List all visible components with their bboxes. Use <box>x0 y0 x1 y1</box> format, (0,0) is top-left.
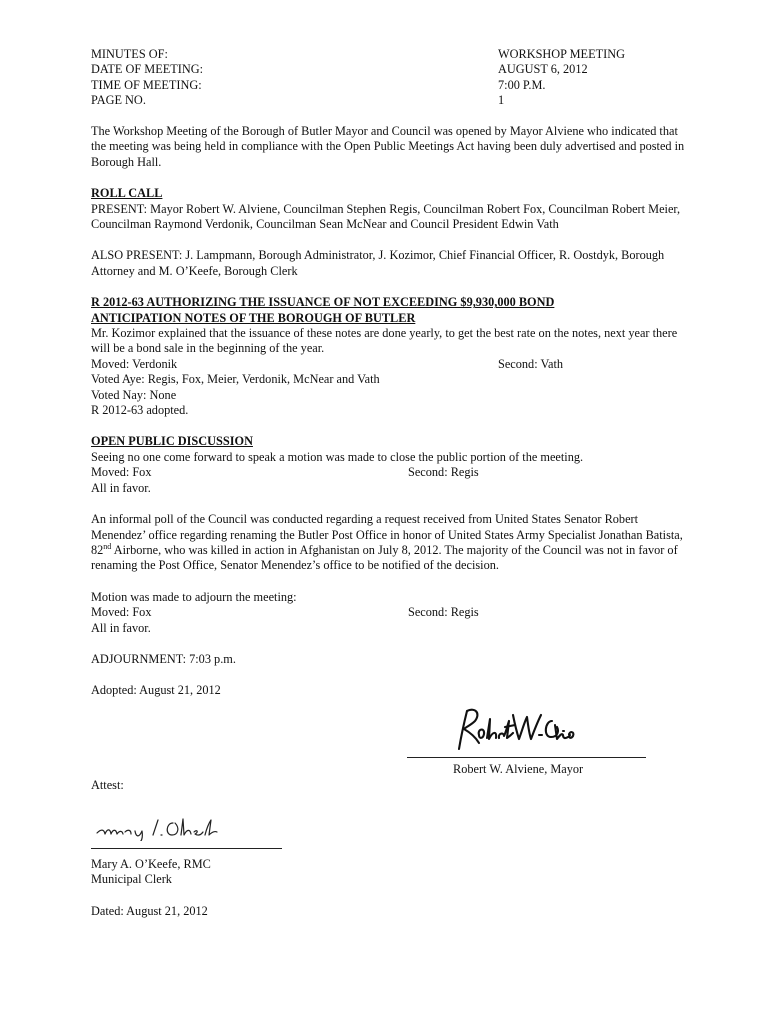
roll-call-section <box>91 186 691 232</box>
adjourn-motion-section <box>91 590 691 636</box>
roll-call-heading: ROLL CALL <box>91 186 163 201</box>
poll-superscript: nd <box>103 541 112 551</box>
adjourn-motion-text: Motion was made to adjourn the meeting: <box>91 589 297 604</box>
present-list: PRESENT: Mayor Robert W. Alviene, Councilman Stephen Regis, Councilman Robert Fox, Councilman Robert Meier, Councilman Raymond Verdonik, Councilman Sean McNear and Council President Edwin Vath <box>91 201 681 232</box>
poll-text-before: An informal poll of the Council was conducted regarding a request received from United States Senator Robert Menendez’ office regarding renaming the Butler Post Office in honor of United States Army Specialist Jonathan Batista, 82 <box>91 512 683 557</box>
label-date-of-meeting: DATE OF MEETING: <box>91 62 204 77</box>
header-values <box>498 47 625 109</box>
resolution-heading-line1: R 2012-63 AUTHORIZING THE ISSUANCE OF NOT EXCEEDING $9,930,000 BOND <box>91 295 555 310</box>
adjourn-motion-row <box>91 605 691 620</box>
dated-line: Dated: August 21, 2012 <box>91 903 208 918</box>
adjourn-second: Second: Regis <box>408 605 479 620</box>
resolution-section <box>91 295 691 418</box>
clerk-signature-image <box>95 811 219 841</box>
attest-label: Attest: <box>91 777 124 792</box>
label-time-of-meeting: TIME OF MEETING: <box>91 77 202 92</box>
mayor-signature-line <box>407 757 646 758</box>
resolution-moved: Moved: Verdonik <box>91 356 178 371</box>
label-minutes-of: MINUTES OF: <box>91 47 168 61</box>
discussion-second: Second: Regis <box>408 465 479 480</box>
intro-paragraph: The Workshop Meeting of the Borough of Butler Mayor and Council was opened by Mayor Alviene who indicated that the meeting was being held in compliance with the Open Public Meetings Act having been duly advertised and posted in Borough Hall. <box>91 124 685 169</box>
discussion-text: Seeing no one come forward to speak a motion was made to close the public portion of the meeting. <box>91 449 584 464</box>
discussion-heading: OPEN PUBLIC DISCUSSION <box>91 434 253 449</box>
mayor-signature-image <box>449 705 577 753</box>
resolution-motion-row <box>91 357 691 372</box>
clerk-signature-block <box>91 809 691 857</box>
resolution-heading-line2: ANTICIPATION NOTES OF THE BOROUGH OF BUTLER <box>91 310 416 325</box>
value-meeting-date: AUGUST 6, 2012 <box>498 62 588 77</box>
clerk-name: Mary A. O’Keefe, RMC <box>91 856 211 871</box>
adjourn-favor: All in favor. <box>91 620 151 635</box>
label-page-no: PAGE NO. <box>91 93 146 108</box>
minutes-page <box>91 47 691 919</box>
resolution-result: R 2012-63 adopted. <box>91 403 189 418</box>
mayor-name: Robert W. Alviene, Mayor <box>453 761 584 776</box>
discussion-moved: Moved: Fox <box>91 465 152 480</box>
poll-paragraph <box>91 512 691 574</box>
discussion-favor: All in favor. <box>91 480 151 495</box>
resolution-second: Second: Vath <box>498 356 564 371</box>
header-labels <box>91 47 203 109</box>
value-meeting-time: 7:00 P.M. <box>498 77 546 92</box>
resolution-voted-aye: Voted Aye: Regis, Fox, Meier, Verdonik, McNear and Vath <box>91 372 380 387</box>
clerk-signature-line <box>91 848 282 849</box>
discussion-motion-row <box>91 465 691 480</box>
resolution-voted-nay: Voted Nay: None <box>91 387 177 402</box>
resolution-text: Mr. Kozimor explained that the issuance of these notes are done yearly, to get the best rate on the notes, next year there will be a bond sale in the beginning of the year. <box>91 326 678 356</box>
minutes-header <box>91 47 691 109</box>
adopted-date: Adopted: August 21, 2012 <box>91 683 221 698</box>
value-page-number: 1 <box>498 93 505 108</box>
discussion-section <box>91 434 691 496</box>
adjourn-moved: Moved: Fox <box>91 605 152 620</box>
also-present-list: ALSO PRESENT: J. Lampmann, Borough Administrator, J. Kozimor, Chief Financial Officer, R. Oostdyk, Borough Attorney and M. O’Keefe, Borough Clerk <box>91 248 665 278</box>
clerk-title: Municipal Clerk <box>91 872 172 887</box>
value-meeting-type: WORKSHOP MEETING <box>498 47 625 61</box>
adjournment-time: ADJOURNMENT: 7:03 p.m. <box>91 651 236 666</box>
poll-text-after: Airborne, who was killed in action in Afghanistan on July 8, 2012. The majority of the Council was not in favor of renaming the Post Office, Senator Menendez’s office to be notified of the decision. <box>91 542 678 573</box>
mayor-signature-block <box>91 699 691 809</box>
